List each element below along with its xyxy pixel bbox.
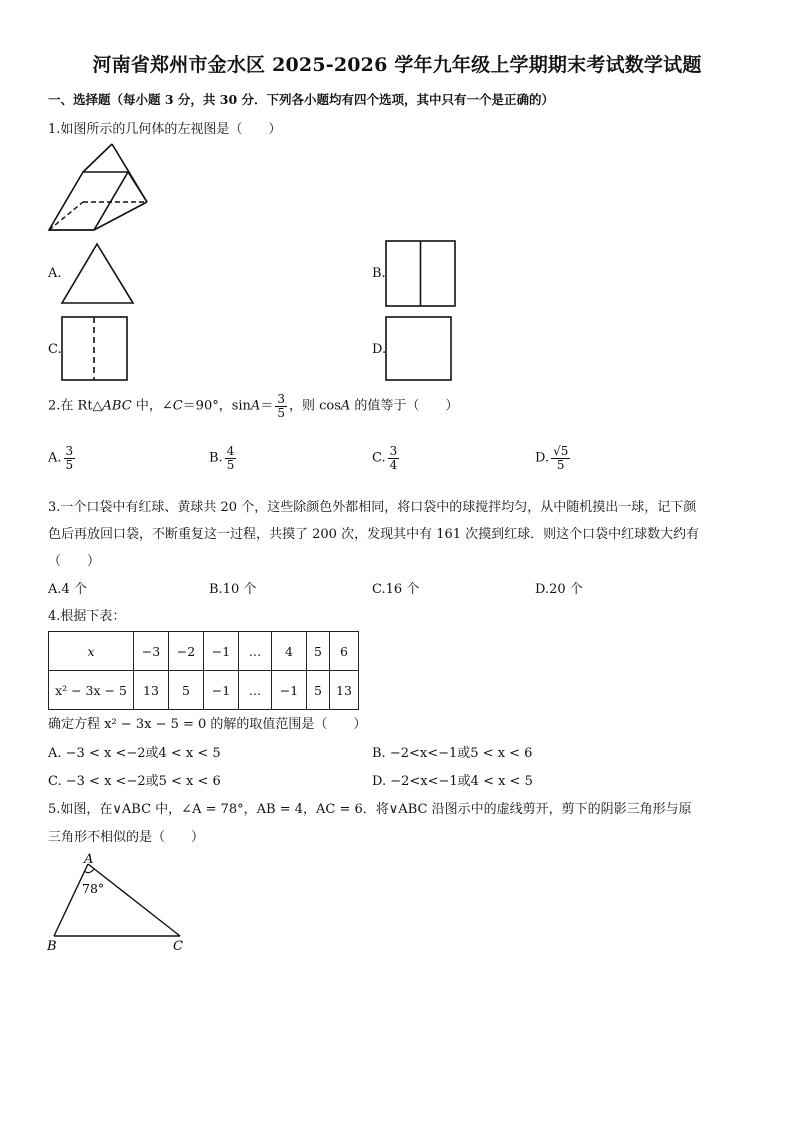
angle-label: 78° [82, 881, 105, 896]
q3-option-d[interactable]: D.20 个 [535, 582, 583, 597]
q1-option-d-label: D. [372, 342, 387, 357]
q2-option-c[interactable]: C. $\frac{3}{4}$ [372, 444, 398, 472]
q1-option-a-label: A. [48, 266, 62, 281]
vertex-label-b: B [47, 939, 57, 954]
q3-option-b[interactable]: B.10 个 [209, 582, 257, 597]
q2-option-a[interactable]: A. $\frac{3}{5}$ [48, 444, 74, 472]
q3-line-1: 3.一个口袋中有红球、黄球共 20 个，这些除颜色外都相同，将口袋中的球搅拌均匀，从中随机摸出一球，记下颜 [48, 500, 697, 515]
q3-option-c[interactable]: C.16 个 [372, 582, 420, 597]
q5-line-1: 5.如图，在∨ABC 中，∠A = 78°，AB = 4，AC = 6．将∨ABC 沿图示中的虚线剪开，剪下的阴影三角形与原 [48, 802, 692, 817]
table-cell: 13 [134, 671, 169, 710]
table-cell: 4 [272, 632, 307, 671]
q1-option-a-triangle[interactable] [60, 242, 136, 306]
q1-option-b-label: B. [372, 266, 386, 281]
q2-option-b[interactable]: B. $\frac{4}{5}$ [209, 444, 235, 472]
q2-fraction: $\frac{3}{5}$ [277, 392, 285, 420]
q4-after-text: 确定方程 x² − 3x − 5 = 0 的解的取值范围是（ ） [48, 717, 367, 732]
q1-option-b-rect-solid[interactable] [385, 240, 457, 308]
q5-line-2: 三角形不相似的是（ ） [48, 830, 205, 845]
table-cell: −3 [134, 632, 169, 671]
table-cell: −1 [272, 671, 307, 710]
q2-stem: 2.在 Rt△ABC 中，∠C＝90°，sinA＝ $\frac{3}{5}$ ，则 cosA 的值等于（ ） [48, 392, 459, 420]
q1-option-c-label: C. [48, 342, 62, 357]
q4-option-b[interactable]: B. −2<x<−1或5 < x < 6 [372, 746, 533, 761]
q3-line-2: 色后再放回口袋，不断重复这一过程，共摸了 200 次，发现其中有 161 次摸到红球．则这个口袋中红球数大约有 [48, 527, 700, 542]
page-title: 河南省郑州市金水区 2025-2026 学年九年级上学期期末考试数学试题 [92, 54, 702, 76]
table-cell: −2 [169, 632, 204, 671]
table-cell: 13 [330, 671, 359, 710]
q4-option-a[interactable]: A. −3 < x <−2或4 < x < 5 [48, 746, 221, 761]
section-heading: 一、选择题（每小题 3 分，共 30 分．下列各小题均有四个选项，其中只有一个是正确的） [48, 92, 555, 107]
q5-triangle-figure [44, 850, 194, 956]
q3-option-a[interactable]: A.4 个 [48, 582, 87, 597]
q1-option-c-rect-dashed[interactable] [61, 316, 129, 382]
table-cell: −1 [204, 671, 239, 710]
q1-option-d-rect[interactable] [385, 316, 453, 382]
table-cell: … [239, 671, 272, 710]
table-header-x: x [49, 632, 134, 671]
q3-line-3: （ ） [48, 554, 101, 569]
table-row [49, 671, 359, 710]
q1-prism-figure [46, 142, 152, 234]
table-cell: 5 [307, 671, 330, 710]
table-cell: 5 [169, 671, 204, 710]
vertex-label-a: A [84, 852, 94, 867]
table-cell: 6 [330, 632, 359, 671]
table-cell: −1 [204, 632, 239, 671]
q1-stem: 1.如图所示的几何体的左视图是（ ） [48, 122, 282, 137]
q4-value-table [48, 631, 359, 710]
q4-option-d[interactable]: D. −2<x<−1或4 < x < 5 [372, 774, 533, 789]
vertex-label-c: C [173, 939, 183, 954]
q4-option-c[interactable]: C. −3 < x <−2或5 < x < 6 [48, 774, 221, 789]
table-header-expression: x² − 3x − 5 [49, 671, 134, 710]
q4-stem: 4.根据下表： [48, 609, 126, 624]
table-cell: … [239, 632, 272, 671]
table-row [49, 632, 359, 671]
table-cell: 5 [307, 632, 330, 671]
q2-option-d[interactable]: D. $\frac{√5}{5}$ [535, 444, 569, 472]
